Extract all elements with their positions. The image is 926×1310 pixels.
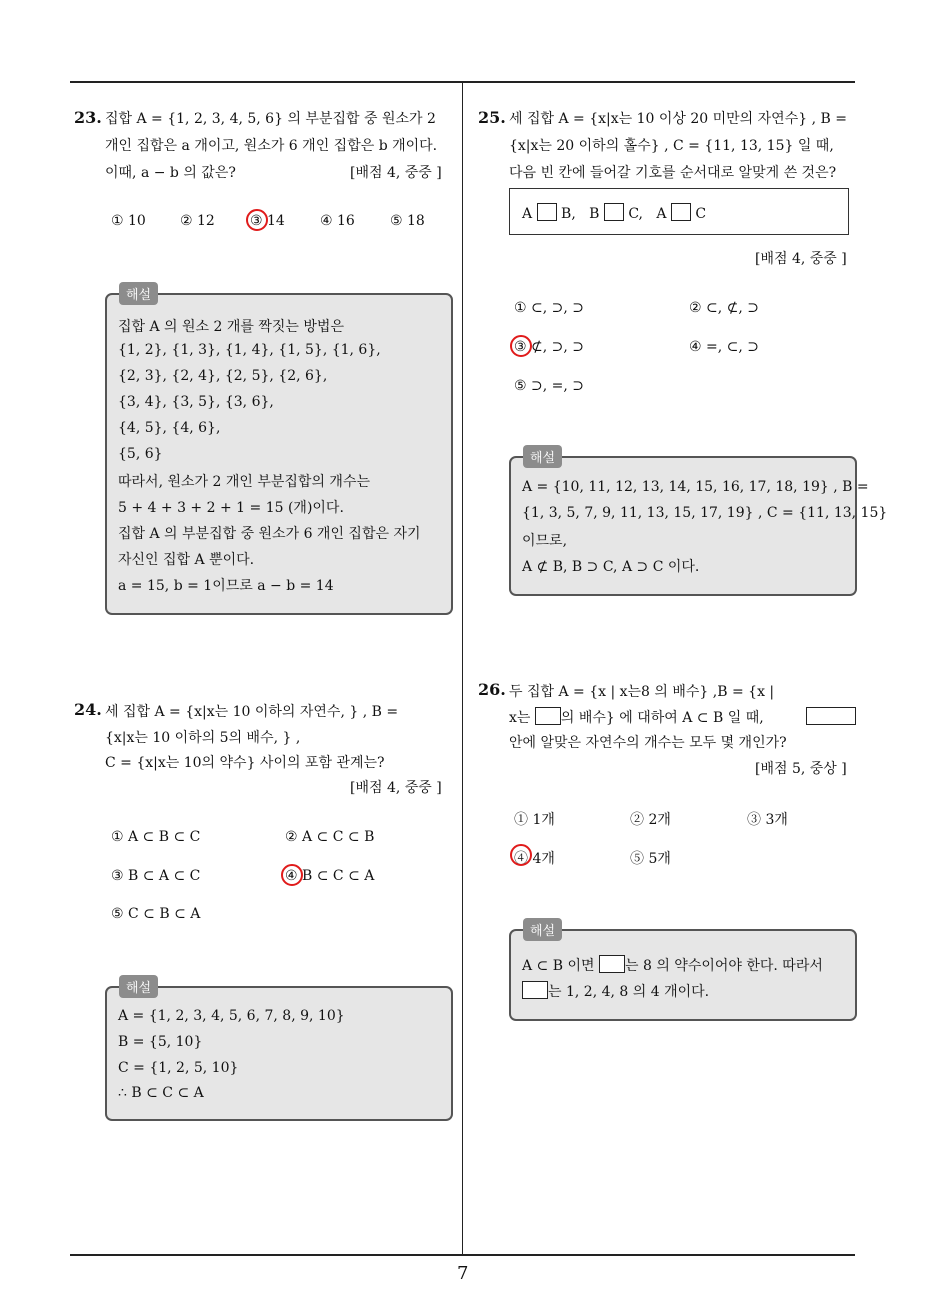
choice-3[interactable]: ③ B ⊂ A ⊂ C — [111, 868, 201, 884]
question-text-line: 두 집합 A = {x | x는8 의 배수} ,B = {x | — [509, 684, 775, 700]
choice-4[interactable]: ④ B ⊂ C ⊂ A — [285, 868, 375, 884]
score-label: [배점 4, 중중 ] — [350, 165, 442, 181]
question-text-line: 이때, a − b 의 값은? — [105, 165, 236, 181]
page-number: 7 — [457, 1263, 469, 1284]
choice-1[interactable]: ① ⊂, ⊃, ⊃ — [514, 300, 584, 316]
question-number: 26. — [478, 680, 506, 699]
blank-box[interactable] — [604, 203, 624, 221]
solution-line: {1, 2}, {1, 3}, {1, 4}, {1, 5}, {1, 6}, — [118, 342, 381, 358]
solution-line: 집합 A 의 부분집합 중 원소가 6 개인 집합은 자기 — [118, 526, 421, 542]
solution-tag: 해설 — [119, 282, 158, 305]
solution-line: 자신인 집합 A 뿐이다. — [118, 552, 255, 568]
question-text-line: 집합 A = {1, 2, 3, 4, 5, 6} 의 부분집합 중 원소가 2 — [105, 111, 436, 127]
choice-4[interactable]: ④ =, ⊂, ⊃ — [689, 339, 759, 355]
solution-line: ∴ B ⊂ C ⊂ A — [118, 1085, 204, 1101]
solution-line: A = {1, 2, 3, 4, 5, 6, 7, 8, 9, 10} — [118, 1008, 345, 1024]
choice-2[interactable]: ② 2개 — [630, 812, 671, 828]
choice-1[interactable]: ① A ⊂ B ⊂ C — [111, 829, 201, 845]
choice-5[interactable]: ⑤ ⊃, =, ⊃ — [514, 378, 584, 394]
choice-5[interactable]: ⑤ 5개 — [630, 851, 671, 867]
solution-line: {2, 3}, {2, 4}, {2, 5}, {2, 6}, — [118, 368, 328, 384]
solution-tag: 해설 — [119, 975, 158, 998]
solution-box — [509, 929, 857, 1021]
solution-tag: 해설 — [523, 918, 562, 941]
question-text-line: 세 집합 A = {x|x는 10 이하의 자연수, } , B = — [105, 704, 399, 720]
choice-2[interactable]: ② ⊂, ⊄, ⊃ — [689, 300, 759, 316]
choice-1[interactable]: ① 1개 — [514, 812, 555, 828]
blank-box — [522, 981, 548, 999]
answer-mark-circle — [510, 335, 532, 357]
choice-3[interactable]: ③ 14 — [250, 213, 285, 229]
question-text-line: C = {x|x는 10의 약수} 사이의 포함 관계는? — [105, 755, 385, 771]
blank-box — [599, 955, 625, 973]
answer-mark-circle — [281, 864, 303, 886]
choice-4[interactable]: ④ 4개 — [514, 851, 555, 867]
blank-box[interactable] — [535, 707, 561, 725]
solution-line: 집합 A 의 원소 2 개를 짝짓는 방법은 — [118, 319, 344, 335]
solution-line: {1, 3, 5, 7, 9, 11, 13, 15, 17, 19} , C = {11, 13, 15} — [522, 505, 888, 521]
question-number: 24. — [74, 700, 102, 719]
bottom-rule — [70, 1254, 855, 1256]
column-divider — [462, 82, 463, 1254]
solution-line: 이므로, — [522, 533, 568, 549]
solution-line: A ⊂ B 이면 는 8 의 약수이어야 한다. 따라서 — [522, 955, 823, 975]
question-number: 25. — [478, 108, 506, 127]
choice-2[interactable]: ② A ⊂ C ⊂ B — [285, 829, 375, 845]
fill-in-expression: A B, B C, A C — [522, 203, 706, 222]
solution-line: {3, 4}, {3, 5}, {3, 6}, — [118, 394, 274, 410]
solution-tag: 해설 — [523, 445, 562, 468]
solution-line: A ⊄ B, B ⊃ C, A ⊃ C 이다. — [522, 559, 700, 575]
blank-box[interactable] — [671, 203, 691, 221]
answer-mark-circle — [246, 209, 268, 231]
solution-line: 는 1, 2, 4, 8 의 4 개이다. — [522, 981, 709, 1001]
solution-line: A = {10, 11, 12, 13, 14, 15, 16, 17, 18, 19} , B = — [522, 479, 869, 495]
solution-line: 5 + 4 + 3 + 2 + 1 = 15 (개)이다. — [118, 500, 344, 516]
question-text-line: 안에 알맞은 자연수의 개수는 모두 몇 개인가? — [509, 735, 787, 751]
score-label: [배점 4, 중중 ] — [350, 780, 442, 796]
choice-5[interactable]: ⑤ 18 — [390, 213, 425, 229]
score-label: [배점 5, 중상 ] — [755, 761, 847, 777]
choice-3[interactable]: ③ 3개 — [747, 812, 788, 828]
question-text-line: {x|x는 20 이하의 홀수} , C = {11, 13, 15} 일 때, — [509, 138, 834, 154]
score-label: [배점 4, 중중 ] — [755, 251, 847, 267]
answer-mark-circle — [510, 844, 532, 866]
question-text-line: 개인 집합은 a 개이고, 원소가 6 개인 집합은 b 개이다. — [105, 138, 438, 154]
solution-line: a = 15, b = 1이므로 a − b = 14 — [118, 578, 334, 594]
blank-box[interactable] — [537, 203, 557, 221]
question-number: 23. — [74, 108, 102, 127]
solution-line: B = {5, 10} — [118, 1034, 203, 1050]
choice-4[interactable]: ④ 16 — [320, 213, 355, 229]
question-text-line: x는 의 배수} 에 대하여 A ⊂ B 일 때, — [509, 707, 764, 727]
solution-line: 따라서, 원소가 2 개인 부분집합의 개수는 — [118, 474, 370, 490]
choice-2[interactable]: ② 12 — [180, 213, 215, 229]
choice-1[interactable]: ① 10 — [111, 213, 146, 229]
question-text-line: {x|x는 10 이하의 5의 배수, } , — [105, 730, 301, 746]
question-text-line: 다음 빈 칸에 들어갈 기호를 순서대로 알맞게 쓴 것은? — [509, 165, 837, 181]
choice-3[interactable]: ③ ⊄, ⊃, ⊃ — [514, 339, 584, 355]
blank-box[interactable] — [806, 707, 856, 725]
solution-line: {4, 5}, {4, 6}, — [118, 420, 221, 436]
choice-5[interactable]: ⑤ C ⊂ B ⊂ A — [111, 906, 201, 922]
solution-line: C = {1, 2, 5, 10} — [118, 1060, 239, 1076]
solution-line: {5, 6} — [118, 446, 163, 462]
question-text-line: 세 집합 A = {x|x는 10 이상 20 미만의 자연수} , B = — [509, 111, 847, 127]
